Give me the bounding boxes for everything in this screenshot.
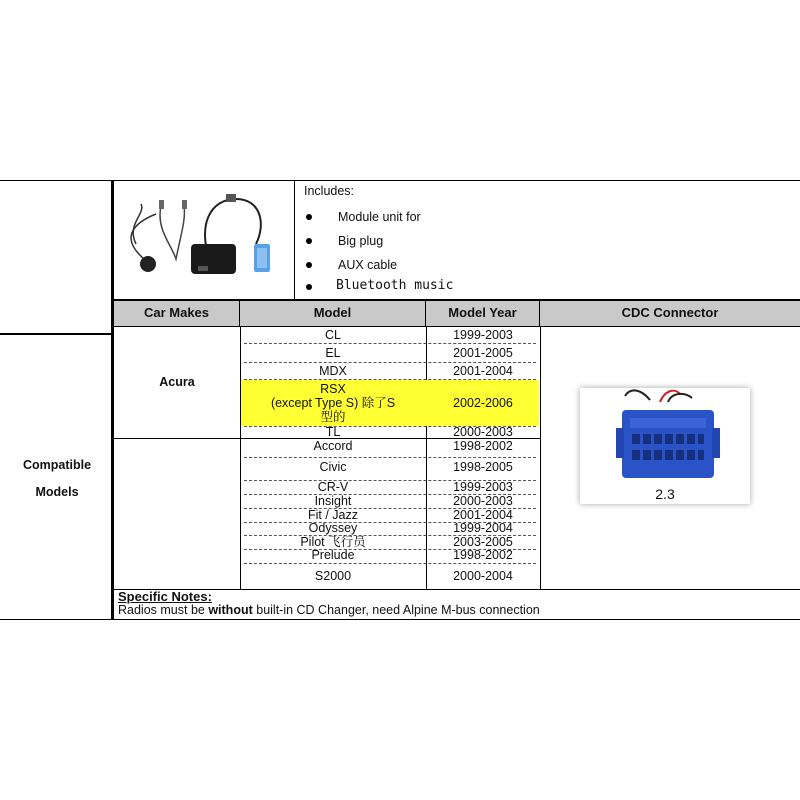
year-accord: 1998-2002: [453, 439, 513, 453]
row-divider: [244, 379, 536, 380]
model-rsx-line1: RSX: [320, 382, 346, 396]
includes-heading: Includes:: [304, 184, 355, 198]
compatible-models-label: [2, 458, 112, 499]
year-fit-jazz: 2001-2004: [453, 508, 513, 522]
cdc-connector-icon: [580, 388, 750, 488]
model-el: EL: [325, 346, 341, 360]
side-label-line1: Compatible: [22, 458, 92, 472]
model-rsx-line2: (except Type S) 除了S: [270, 396, 396, 410]
model-mdx: MDX: [319, 364, 347, 378]
notes-text-prefix: Radios must be: [118, 603, 209, 617]
product-kit-image: [116, 184, 291, 296]
year-prelude: 1998-2002: [453, 548, 513, 562]
col-border-3: [540, 327, 541, 589]
includes-item-bluetooth: Bluetooth music: [336, 278, 454, 293]
bullet-icon: [306, 238, 312, 244]
model-civic: Civic: [319, 460, 347, 474]
model-tl: TL: [325, 425, 341, 439]
notes-text: [118, 603, 540, 617]
year-cl: 1999-2003: [453, 328, 513, 342]
model-insight: Insight: [314, 494, 352, 508]
model-crv: CR-V: [317, 480, 349, 494]
year-el: 2001-2005: [453, 346, 513, 360]
product-kit-icon: [116, 184, 291, 296]
header-model: Model: [240, 301, 426, 327]
model-rsx-line3: 型的: [320, 410, 346, 424]
year-pilot: 2003-2005: [453, 535, 513, 549]
header-cdc-connector: CDC Connector: [540, 301, 800, 327]
cdc-connector-image: [580, 388, 750, 504]
year-civic: 1998-2005: [453, 460, 513, 474]
year-odyssey: 1999-2004: [453, 521, 513, 535]
notes-title: Specific Notes:: [118, 589, 212, 604]
header-model-year: Model Year: [426, 301, 540, 327]
model-prelude: Prelude: [311, 548, 355, 562]
year-tl: 2000-2003: [453, 425, 513, 439]
year-crv: 1999-2003: [453, 480, 513, 494]
notes-text-bold: without: [208, 603, 253, 617]
model-s2000: S2000: [314, 569, 352, 583]
row-divider: [244, 362, 536, 363]
frame-bottom-border: [0, 619, 800, 620]
frame-top-border: [0, 180, 800, 181]
includes-item-aux: AUX cable: [338, 258, 398, 272]
includes-item-plug: Big plug: [338, 234, 384, 248]
model-accord: Accord: [313, 439, 353, 453]
row-divider: [244, 563, 536, 564]
bullet-icon: [306, 284, 312, 290]
year-s2000: 2000-2004: [453, 569, 513, 583]
connector-label: 2.3: [655, 486, 675, 502]
model-odyssey: Odyssey: [308, 521, 358, 535]
image-divider: [294, 180, 295, 300]
model-cl: CL: [325, 328, 341, 342]
side-label-line2: Models: [35, 485, 79, 499]
row-divider: [244, 457, 536, 458]
left-section-divider: [0, 333, 112, 335]
notes-text-suffix: built-in CD Changer, need Alpine M-bus connection: [252, 603, 540, 617]
includes-item-module: Module unit for: [338, 210, 421, 224]
model-pilot: Pilot 飞行员: [300, 535, 366, 549]
row-divider: [244, 343, 536, 344]
year-rsx: 2002-2006: [453, 396, 513, 410]
bullet-icon: [306, 262, 312, 268]
make-acura: Acura: [159, 375, 195, 389]
year-mdx: 2001-2004: [453, 364, 513, 378]
header-car-makes: Car Makes: [114, 301, 240, 327]
notes-top-border: [112, 589, 800, 590]
model-fit-jazz: Fit / Jazz: [307, 508, 358, 522]
bullet-icon: [306, 214, 312, 220]
year-insight: 2000-2003: [453, 494, 513, 508]
left-column-border: [111, 180, 114, 620]
